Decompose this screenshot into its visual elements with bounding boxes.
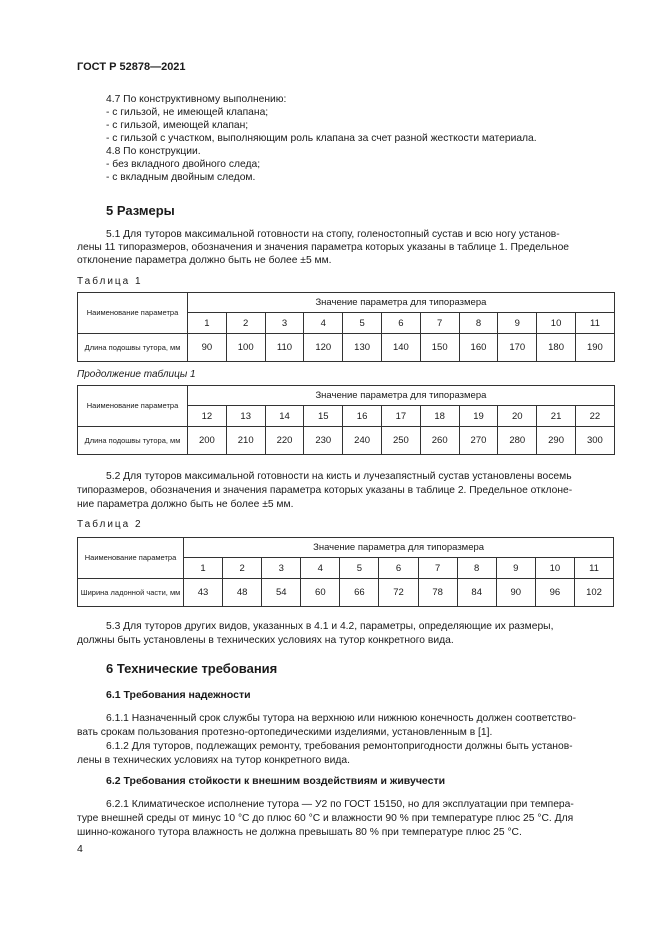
value-cell: 220 bbox=[265, 427, 304, 455]
param-value-header: Значение параметра для типоразмера bbox=[188, 386, 615, 406]
value-cell: 130 bbox=[343, 334, 382, 362]
value-cell: 140 bbox=[381, 334, 420, 362]
value-cell: 54 bbox=[262, 579, 301, 607]
value-cell: 102 bbox=[574, 579, 613, 607]
size-cell: 3 bbox=[262, 558, 301, 579]
value-cell: 180 bbox=[537, 334, 576, 362]
param-value-header: Значение параметра для типоразмера bbox=[184, 538, 614, 558]
value-cell: 100 bbox=[226, 334, 265, 362]
paragraph-5-2-line: типоразмеров, обозначения и значения параметра которых указаны в таблице 2. Предельное отклоне- bbox=[77, 485, 573, 496]
list-item: - без вкладного двойного следа; bbox=[106, 159, 261, 170]
paragraph-6-1-2-line: 6.1.2 Для туторов, подлежащих ремонту, требования ремонтопригодности должны быть установ- bbox=[106, 741, 573, 752]
size-cell: 11 bbox=[574, 558, 613, 579]
size-cell: 17 bbox=[381, 406, 420, 427]
list-item: - с вкладным двойным следом. bbox=[106, 172, 256, 183]
paragraph-5-3-line: должны быть установлены в технических условиях на тутор конкретного вида. bbox=[77, 635, 454, 646]
size-cell: 7 bbox=[420, 313, 459, 334]
value-cell: 210 bbox=[226, 427, 265, 455]
param-name-header: Наименование параметра bbox=[78, 538, 184, 579]
value-cell: 78 bbox=[418, 579, 457, 607]
size-cell: 14 bbox=[265, 406, 304, 427]
table-1-continuation bbox=[77, 385, 615, 455]
document-code-header: ГОСТ Р 52878—2021 bbox=[77, 61, 186, 73]
value-cell: 160 bbox=[459, 334, 498, 362]
paragraph-6-1-1-line: 6.1.1 Назначенный срок службы тутора на верхнюю или нижнюю конечность должен соответство- bbox=[106, 713, 577, 724]
value-cell: 280 bbox=[498, 427, 537, 455]
paragraph-5-1-line: лены 11 типоразмеров, обозначения и значения параметра которых указаны в таблице 1. Предельное bbox=[77, 242, 570, 253]
paragraph-5-1-line: 5.1 Для туторов максимальной готовности на стопу, голеностопный сустав и всю ногу установ- bbox=[106, 229, 560, 240]
paragraph-5-2-line: ние параметра должно быть не более ±5 мм. bbox=[77, 499, 294, 510]
size-cell: 2 bbox=[226, 313, 265, 334]
table-1-continuation-caption: Продолжение таблицы 1 bbox=[77, 369, 196, 380]
value-cell: 170 bbox=[498, 334, 537, 362]
value-cell: 84 bbox=[457, 579, 496, 607]
clause-4-7-title: 4.7 По конструктивному выполнению: bbox=[106, 94, 287, 105]
paragraph-6-2-1-line: 6.2.1 Климатическое исполнение тутора — У2 по ГОСТ 15150, но для эксплуатации при темпера- bbox=[106, 799, 574, 810]
value-cell: 48 bbox=[223, 579, 262, 607]
size-cell: 5 bbox=[343, 313, 382, 334]
size-cell: 19 bbox=[459, 406, 498, 427]
list-item: - с гильзой, имеющей клапан; bbox=[106, 120, 249, 131]
value-cell: 110 bbox=[265, 334, 304, 362]
value-cell: 120 bbox=[304, 334, 343, 362]
value-cell: 230 bbox=[304, 427, 343, 455]
size-cell: 6 bbox=[379, 558, 418, 579]
size-cell: 4 bbox=[304, 313, 343, 334]
row-label: Длина подошвы тутора, мм bbox=[78, 334, 188, 362]
value-cell: 90 bbox=[496, 579, 535, 607]
value-cell: 60 bbox=[301, 579, 340, 607]
row-label: Ширина ладонной части, мм bbox=[78, 579, 184, 607]
paragraph-6-1-1-line: вать срокам пользования протезно-ортопедическими изделиями, установленным в [1]. bbox=[77, 727, 493, 738]
value-cell: 72 bbox=[379, 579, 418, 607]
size-cell: 16 bbox=[343, 406, 382, 427]
size-cell: 21 bbox=[537, 406, 576, 427]
table-1 bbox=[77, 292, 615, 362]
size-cell: 1 bbox=[188, 313, 227, 334]
size-cell: 6 bbox=[381, 313, 420, 334]
value-cell: 240 bbox=[343, 427, 382, 455]
value-cell: 190 bbox=[575, 334, 614, 362]
param-value-header: Значение параметра для типоразмера bbox=[188, 293, 615, 313]
paragraph-5-3-line: 5.3 Для туторов других видов, указанных в 4.1 и 4.2, параметры, определяющие их размеры, bbox=[106, 621, 554, 632]
paragraph-5-1-line: отклонение параметра должно быть не более ±5 мм. bbox=[77, 255, 332, 266]
size-cell: 8 bbox=[457, 558, 496, 579]
size-cell: 3 bbox=[265, 313, 304, 334]
param-name-header: Наименование параметра bbox=[78, 293, 188, 334]
paragraph-6-1-2-line: лены в технических условиях на тутор конкретного вида. bbox=[77, 755, 350, 766]
value-cell: 260 bbox=[420, 427, 459, 455]
subsection-6-1-heading: 6.1 Требования надежности bbox=[106, 689, 251, 701]
value-cell: 300 bbox=[575, 427, 614, 455]
subsection-6-2-heading: 6.2 Требования стойкости к внешним воздействиям и живучести bbox=[106, 775, 446, 787]
value-cell: 150 bbox=[420, 334, 459, 362]
size-cell: 18 bbox=[420, 406, 459, 427]
paragraph-5-2-line: 5.2 Для туторов максимальной готовности на кисть и лучезапястный сустав установлены восемь bbox=[106, 471, 572, 482]
size-cell: 2 bbox=[223, 558, 262, 579]
value-cell: 290 bbox=[537, 427, 576, 455]
size-cell: 15 bbox=[304, 406, 343, 427]
list-item: - с гильзой с участком, выполняющим роль клапана за счет разной жесткости материала. bbox=[106, 133, 537, 144]
section-6-heading: 6 Технические требования bbox=[106, 661, 278, 676]
value-cell: 200 bbox=[188, 427, 227, 455]
size-cell: 13 bbox=[226, 406, 265, 427]
value-cell: 90 bbox=[188, 334, 227, 362]
value-cell: 250 bbox=[381, 427, 420, 455]
page-number: 4 bbox=[77, 843, 83, 855]
paragraph-6-2-1-line: шинно-кожаного тутора влажность не должна превышать 80 % при температуре плюс 25 °С. bbox=[77, 827, 522, 838]
clause-4-8-title: 4.8 По конструкции. bbox=[106, 146, 201, 157]
size-cell: 9 bbox=[498, 313, 537, 334]
section-5-heading: 5 Размеры bbox=[106, 203, 175, 218]
size-cell: 22 bbox=[575, 406, 614, 427]
table-1-caption: Таблица 1 bbox=[77, 276, 143, 287]
param-name-header: Наименование параметра bbox=[78, 386, 188, 427]
value-cell: 43 bbox=[184, 579, 223, 607]
size-cell: 8 bbox=[459, 313, 498, 334]
size-cell: 10 bbox=[535, 558, 574, 579]
size-cell: 9 bbox=[496, 558, 535, 579]
value-cell: 66 bbox=[340, 579, 379, 607]
paragraph-6-2-1-line: туре внешней среды от минус 10 °С до плюс 60 °С и влажности 90 % при температуре плюс 25 °С. Для bbox=[77, 813, 574, 824]
size-cell: 20 bbox=[498, 406, 537, 427]
size-cell: 10 bbox=[537, 313, 576, 334]
table-2 bbox=[77, 537, 614, 607]
size-cell: 5 bbox=[340, 558, 379, 579]
value-cell: 270 bbox=[459, 427, 498, 455]
size-cell: 4 bbox=[301, 558, 340, 579]
value-cell: 96 bbox=[535, 579, 574, 607]
row-label: Длина подошвы тутора, мм bbox=[78, 427, 188, 455]
size-cell: 1 bbox=[184, 558, 223, 579]
size-cell: 7 bbox=[418, 558, 457, 579]
list-item: - с гильзой, не имеющей клапана; bbox=[106, 107, 269, 118]
table-2-caption: Таблица 2 bbox=[77, 519, 143, 530]
size-cell: 11 bbox=[575, 313, 614, 334]
size-cell: 12 bbox=[188, 406, 227, 427]
